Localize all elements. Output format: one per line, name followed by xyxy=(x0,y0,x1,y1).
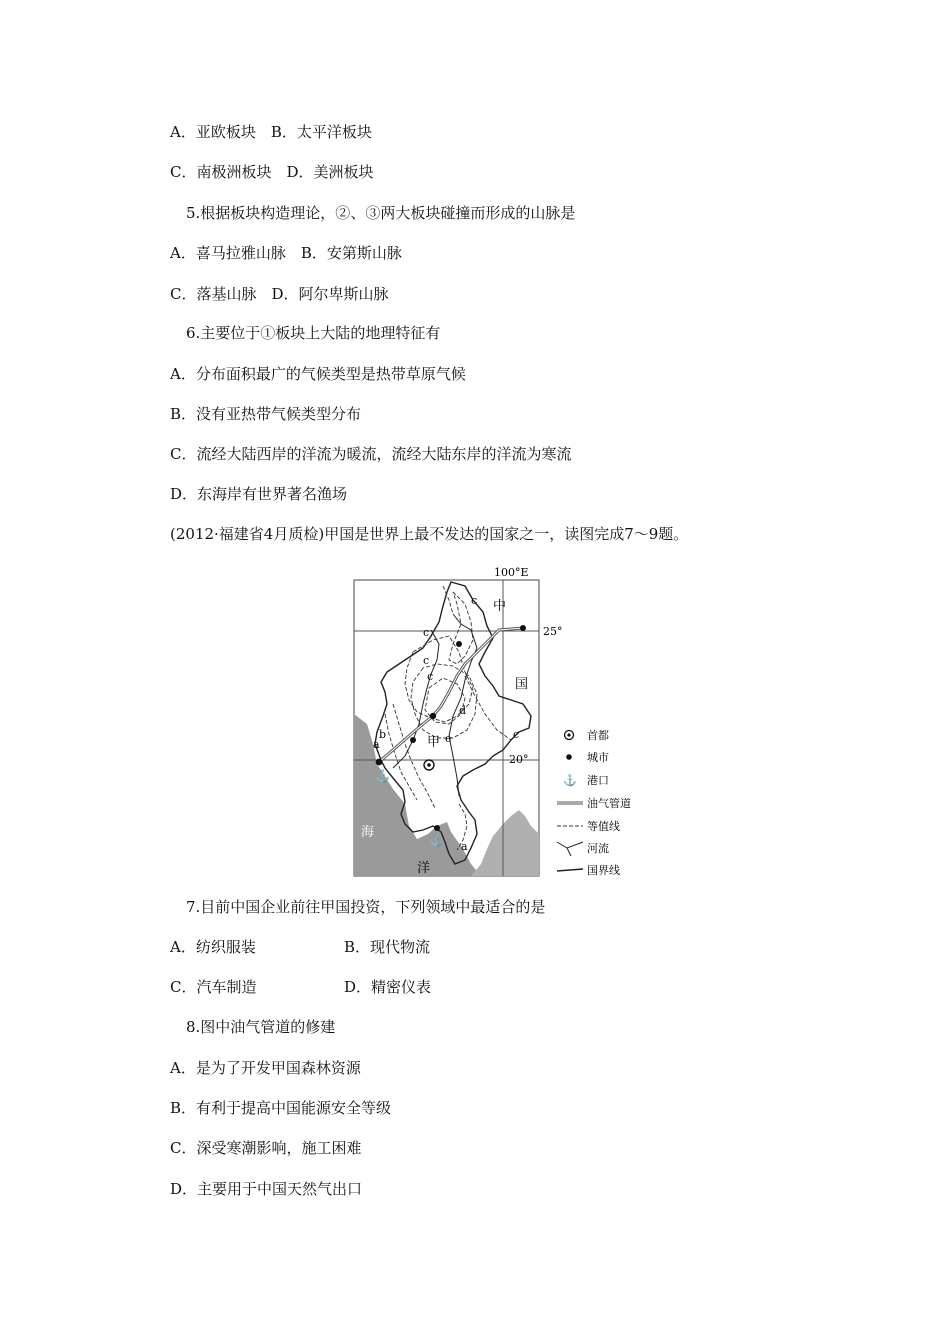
city-dot xyxy=(410,737,416,743)
legend-river-icon xyxy=(557,842,583,856)
q7-option-c: C．汽车制造 xyxy=(170,978,257,996)
q5-options-cd: C．落基山脉 D．阿尔卑斯山脉 xyxy=(170,285,389,303)
city-dot xyxy=(434,825,440,831)
q6-option-c: C．流经大陆西岸的洋流为暖流，流经大陆东岸的洋流为寒流 xyxy=(170,445,572,463)
legend-city-icon xyxy=(566,754,572,760)
q7-option-d: D．精密仪表 xyxy=(344,978,432,996)
q5-options-ab: A．喜马拉雅山脉 B．安第斯山脉 xyxy=(170,244,402,262)
lat-top-label: 25° xyxy=(543,625,563,638)
map-figure xyxy=(353,564,653,878)
q6-option-d: D．东海岸有世界著名渔场 xyxy=(170,485,348,503)
legend-capital: 首都 xyxy=(587,729,609,742)
q6-option-b: B．没有亚热带气候类型分布 xyxy=(170,405,362,423)
contour-label-a: a xyxy=(373,738,380,751)
contour-label-c: c xyxy=(471,594,478,607)
q7-stem: 7.目前中国企业前往甲国投资，下列领域中最适合的是 xyxy=(186,898,546,916)
city-dot xyxy=(520,625,526,631)
intro-text: (2012·福建省4月质检)甲国是世界上最不发达的国家之一，读图完成7～9题。 xyxy=(170,525,689,543)
contour-label-e: e xyxy=(445,732,452,745)
city-dot xyxy=(430,713,436,719)
city-dot xyxy=(456,641,462,647)
legend-city: 城市 xyxy=(587,751,609,764)
q5-stem: 5.根据板块构造理论，②、③两大板块碰撞而形成的山脉是 xyxy=(186,204,576,222)
label-zhong: 中 xyxy=(493,599,507,614)
q6-stem: 6.主要位于①板块上大陆的地理特征有 xyxy=(186,324,441,342)
label-guo: 国 xyxy=(515,677,529,692)
contour-label-a: a xyxy=(461,840,468,853)
q8-option-d: D．主要用于中国天然气出口 xyxy=(170,1180,363,1198)
legend-pipeline: 油气管道 xyxy=(587,797,631,810)
port-icon: ⚓ xyxy=(375,769,390,783)
legend-port-icon: ⚓ xyxy=(563,774,577,787)
legend-border-icon xyxy=(557,869,583,871)
label-jia: 甲 xyxy=(427,735,441,750)
label-yang: 洋 xyxy=(417,861,431,876)
q8-option-b: B．有利于提高中国能源安全等级 xyxy=(170,1099,392,1117)
legend-isoline: 等值线 xyxy=(587,820,620,833)
lon-label: 100°E xyxy=(494,566,529,579)
q4-options-cd: C．南极洲板块 D．美洲板块 xyxy=(170,163,374,181)
legend-border: 国界线 xyxy=(587,864,620,877)
q4-options-ab: A．亚欧板块 B．太平洋板块 xyxy=(170,123,372,141)
q7-option-a: A．纺织服装 xyxy=(170,938,256,956)
legend-river: 河流 xyxy=(587,842,609,855)
contour-label-d: d xyxy=(459,704,467,717)
q7-option-b: B．现代物流 xyxy=(344,938,431,956)
contour-label-c: c xyxy=(427,670,434,683)
port-city-dot xyxy=(376,759,383,766)
label-hai: 海 xyxy=(361,825,375,840)
q8-option-a: A．是为了开发甲国森林资源 xyxy=(170,1059,361,1077)
q8-stem: 8.图中油气管道的修建 xyxy=(186,1018,336,1036)
port-icon: ⚓ xyxy=(429,833,444,847)
contour-label-c: c xyxy=(423,626,430,639)
contour-label-c: c xyxy=(423,654,430,667)
legend-port: 港口 xyxy=(587,774,609,787)
contour-label-c: c xyxy=(513,728,520,741)
lat-bottom-label: 20° xyxy=(509,753,529,766)
map-legend xyxy=(557,728,631,877)
contour-label-b: b xyxy=(379,728,387,741)
q6-option-a: A．分布面积最广的气候类型是热带草原气候 xyxy=(170,365,466,383)
q8-option-c: C．深受寒潮影响，施工困难 xyxy=(170,1139,362,1157)
